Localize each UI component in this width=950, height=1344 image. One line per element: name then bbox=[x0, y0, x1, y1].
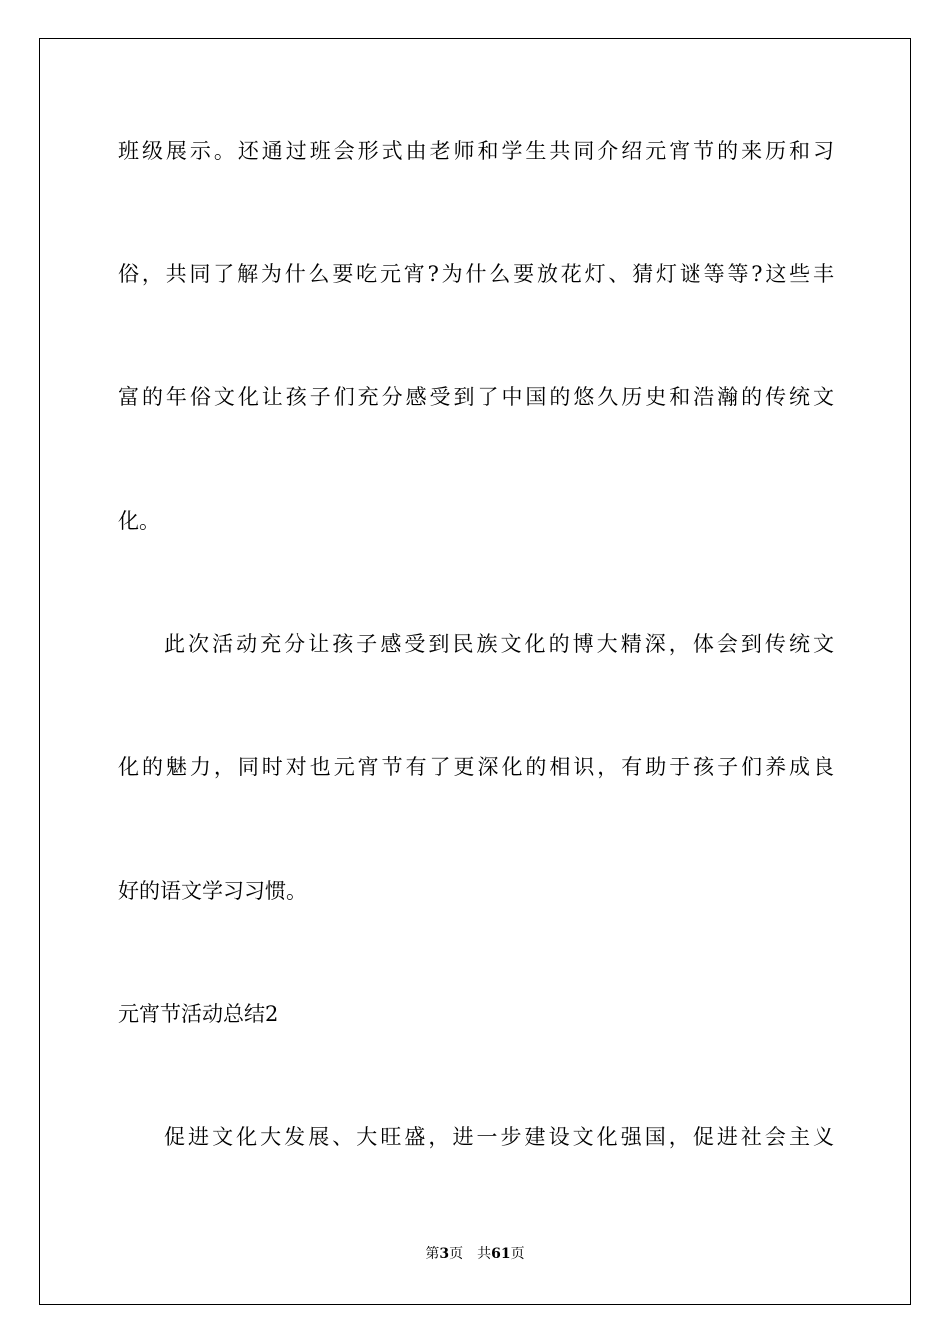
footer-prefix: 第 bbox=[425, 1246, 440, 1262]
page-number: 3 bbox=[439, 1246, 450, 1262]
text-line: 促进文化大发展、大旺盛，进一步建设文化强国，促进社会主义 bbox=[164, 1125, 834, 1149]
footer-page-suffix: 页 共 bbox=[449, 1246, 492, 1262]
text-line: 化的魅力，同时对也元宵节有了更深化的相识，有助于孩子们养成良 bbox=[118, 755, 834, 779]
footer-total-suffix: 页 bbox=[510, 1246, 525, 1262]
section-heading: 元宵节活动总结2 bbox=[118, 1002, 279, 1026]
text-line: 俗，共同了解为什么要吃元宵?为什么要放花灯、猜灯谜等等?这些丰 bbox=[118, 262, 834, 286]
total-pages: 61 bbox=[491, 1246, 511, 1262]
page-footer bbox=[0, 1244, 950, 1264]
text-line: 班级展示。还通过班会形式由老师和学生共同介绍元宵节的来历和习 bbox=[118, 139, 834, 163]
text-line: 化。 bbox=[118, 509, 160, 533]
text-line: 好的语文学习习惯。 bbox=[118, 879, 307, 903]
page-border bbox=[39, 38, 911, 1305]
text-line: 富的年俗文化让孩子们充分感受到了中国的悠久历史和浩瀚的传统文 bbox=[118, 385, 834, 409]
text-line: 此次活动充分让孩子感受到民族文化的博大精深，体会到传统文 bbox=[164, 632, 834, 656]
